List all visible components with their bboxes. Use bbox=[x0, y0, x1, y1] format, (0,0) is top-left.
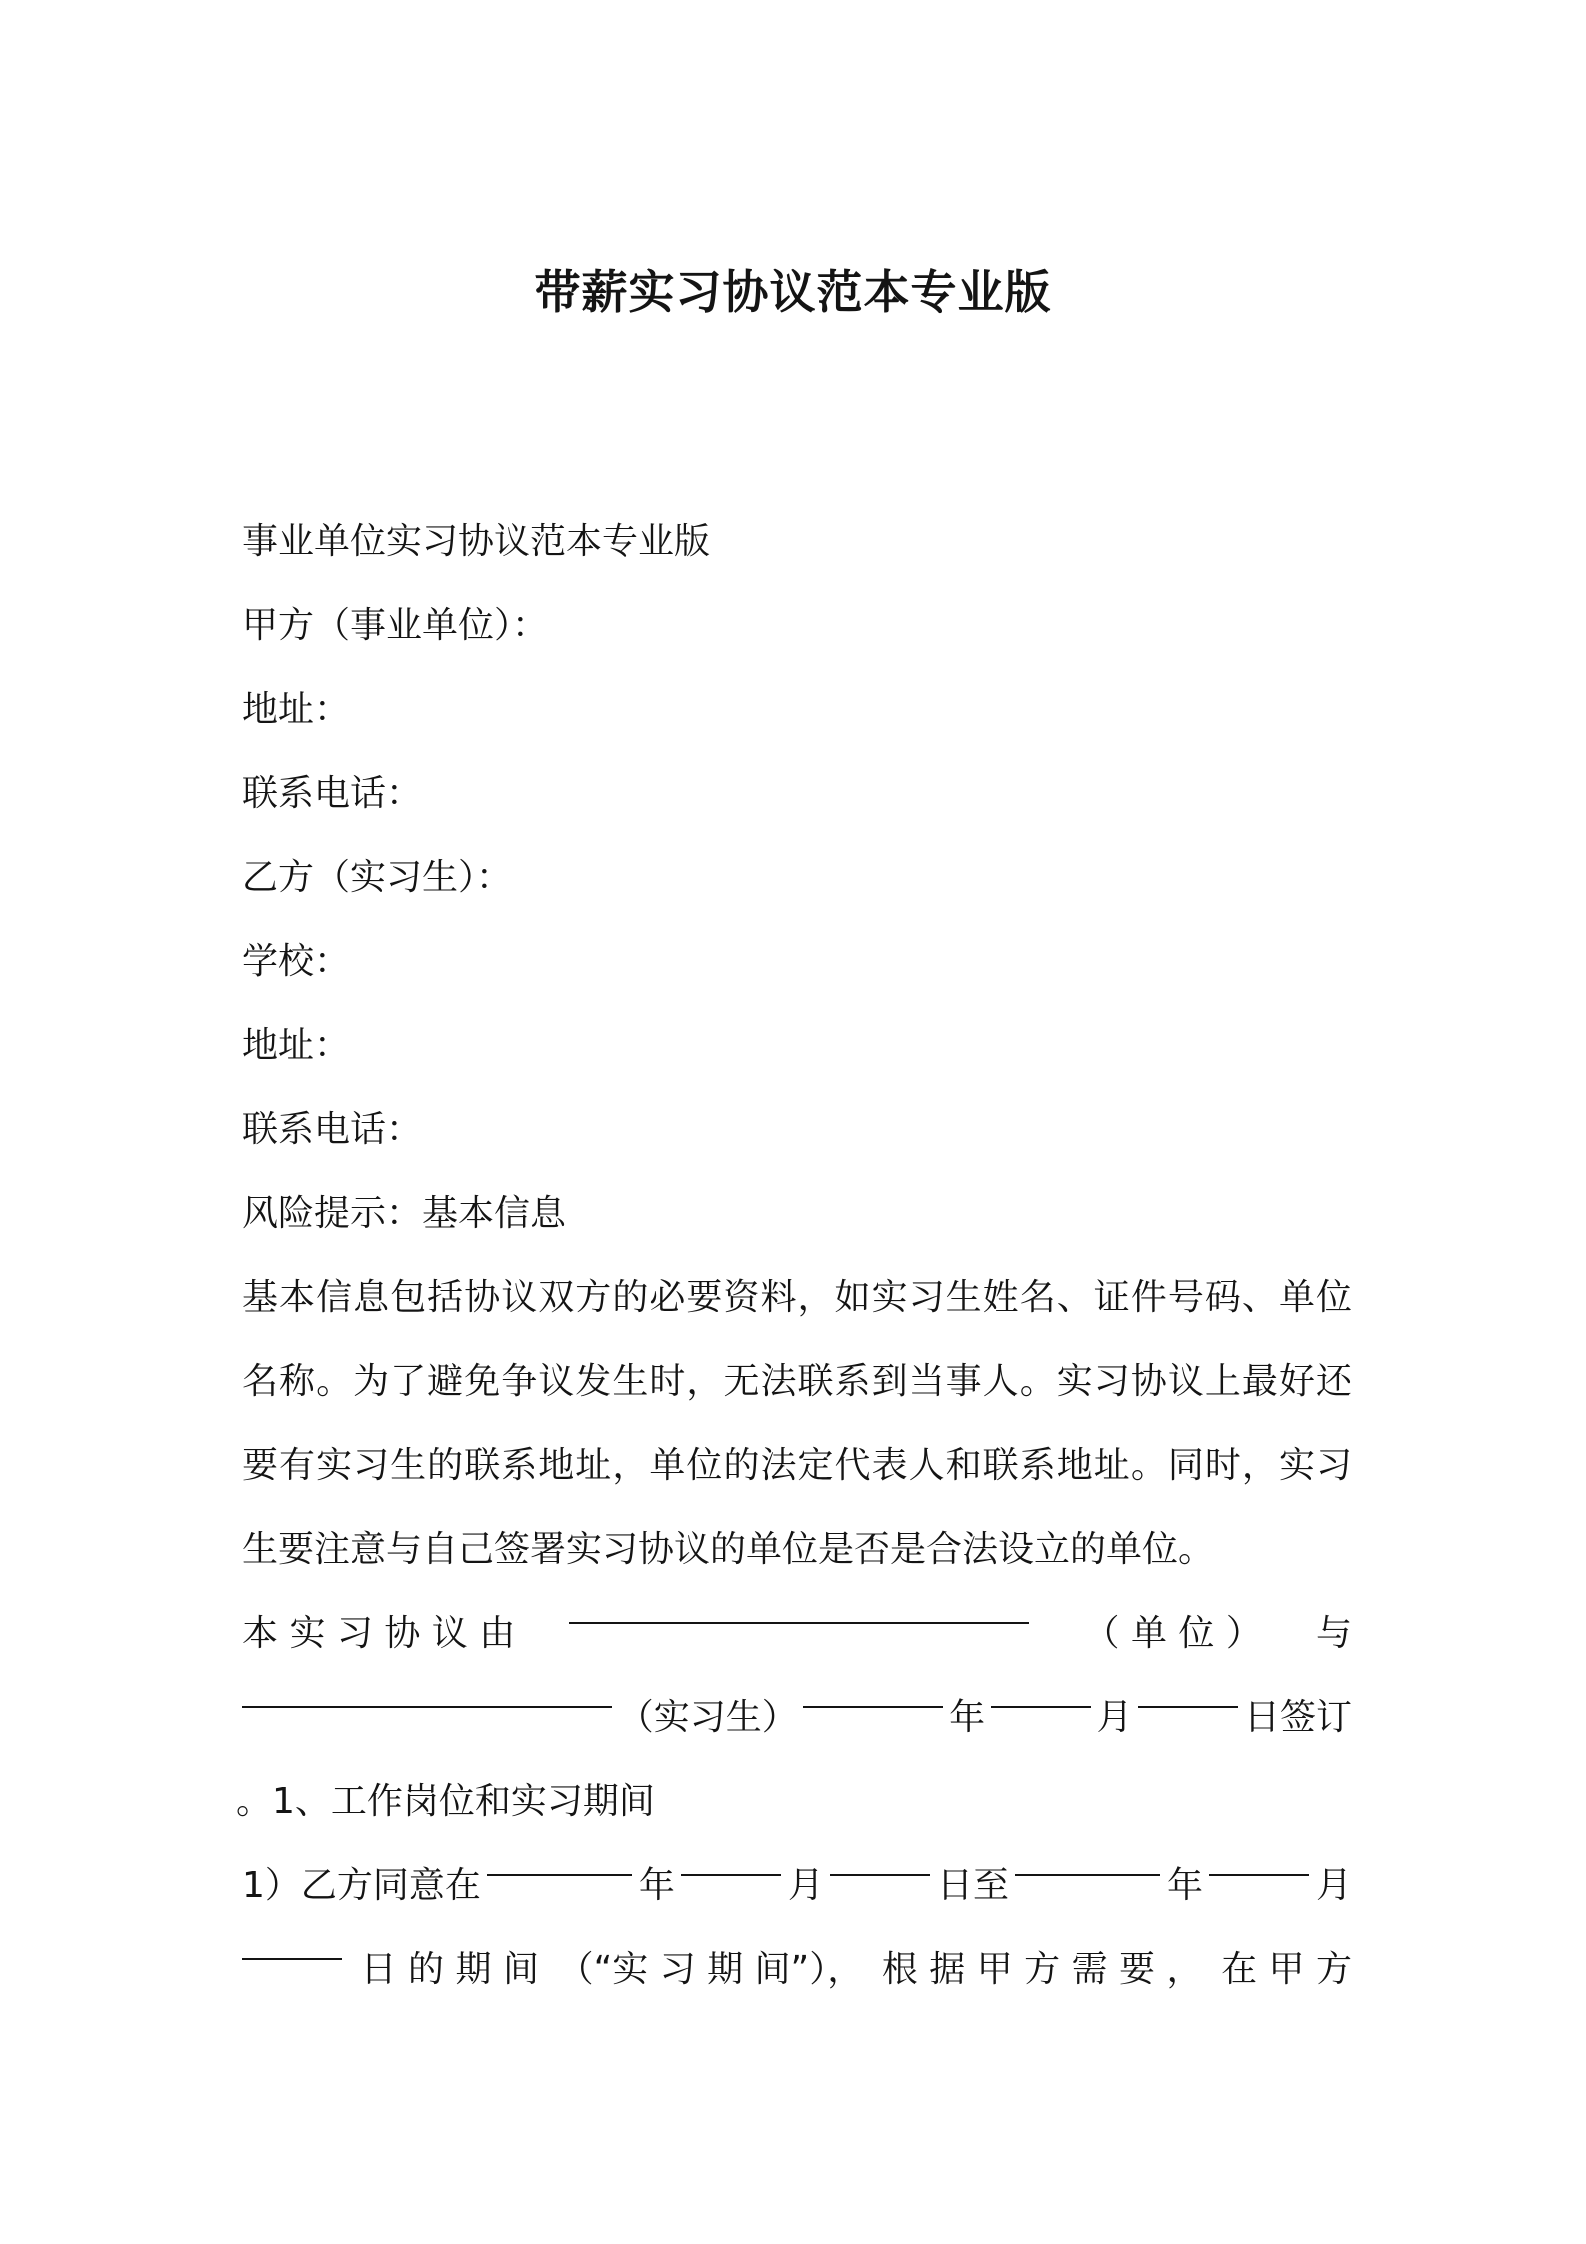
start-day-blank[interactable] bbox=[830, 1844, 930, 1876]
unit-blank[interactable] bbox=[569, 1592, 1029, 1624]
end-month-blank[interactable] bbox=[1209, 1844, 1309, 1876]
need-label: 根 据 甲 方 需 要 ， bbox=[881, 1949, 1203, 1990]
end-year-blank[interactable] bbox=[1015, 1844, 1160, 1876]
agreement-line-4 bbox=[242, 1844, 1352, 1928]
intern-blank[interactable] bbox=[242, 1676, 612, 1708]
party-a-phone-label: 联系电话： bbox=[242, 773, 423, 814]
start-day-label: 日至 bbox=[936, 1865, 1009, 1906]
party-b-phone-label: 联系电话： bbox=[242, 1109, 423, 1150]
start-year-label: 年 bbox=[638, 1865, 675, 1906]
with-label: 与 bbox=[1315, 1613, 1352, 1654]
start-month-label: 月 bbox=[787, 1865, 824, 1906]
intern-label: （实习生） bbox=[617, 1697, 798, 1738]
party-a-text: 在 甲 方 bbox=[1221, 1949, 1352, 1990]
period-prefix: 1）乙方同意在 bbox=[242, 1865, 481, 1906]
end-day-label: 日 的 期 间 bbox=[360, 1949, 539, 1990]
risk-para-line: 要有实习生的联系地址，单位的法定代表人和联系地址。同时，实习 bbox=[242, 1445, 1352, 1486]
party-b-address-label: 地址： bbox=[242, 1025, 351, 1066]
unit-label: （ 单 位 ） bbox=[1083, 1613, 1262, 1654]
end-year-label: 年 bbox=[1166, 1865, 1203, 1906]
agreement-line-2 bbox=[242, 1676, 1352, 1760]
section-1-heading: 。1、工作岗位和实习期间 bbox=[236, 1781, 655, 1822]
period-definition: （“实 习 期 间”）， bbox=[557, 1949, 864, 1990]
risk-para-line: 生要注意与自己签署实习协议的单位是否是合法设立的单位。 bbox=[242, 1529, 1215, 1570]
document-body bbox=[236, 500, 1352, 2012]
section-heading: 事业单位实习协议范本专业版 bbox=[242, 521, 711, 562]
agreement-prefix: 本 实 习 协 议 由 bbox=[242, 1613, 516, 1654]
agreement-line-5 bbox=[242, 1928, 1352, 2012]
risk-tip-heading: 风险提示：基本信息 bbox=[242, 1193, 567, 1234]
end-month-label: 月 bbox=[1315, 1865, 1352, 1906]
end-day-blank[interactable] bbox=[242, 1928, 342, 1960]
party-a-address-label: 地址： bbox=[242, 689, 351, 730]
agreement-line-1 bbox=[242, 1592, 1352, 1676]
sign-month-label: 月 bbox=[1096, 1697, 1133, 1738]
risk-para-line: 名称。为了避免争议发生时，无法联系到当事人。实习协议上最好还 bbox=[242, 1361, 1352, 1402]
party-b-school-label: 学校： bbox=[242, 941, 351, 982]
sign-month-blank[interactable] bbox=[991, 1676, 1091, 1708]
sign-day-blank[interactable] bbox=[1138, 1676, 1238, 1708]
start-month-blank[interactable] bbox=[681, 1844, 781, 1876]
party-a-label: 甲方（事业单位）： bbox=[242, 605, 549, 646]
start-year-blank[interactable] bbox=[487, 1844, 632, 1876]
sign-year-blank[interactable] bbox=[803, 1676, 943, 1708]
risk-para-line: 基本信息包括协议双方的必要资料，如实习生姓名、证件号码、单位 bbox=[242, 1277, 1352, 1318]
party-b-label: 乙方（实习生）： bbox=[242, 857, 513, 898]
risk-tip-paragraph bbox=[242, 1256, 1352, 1592]
sign-year-label: 年 bbox=[949, 1697, 986, 1738]
document-title: 带薪实习协议范本专业版 bbox=[534, 265, 1052, 319]
sign-day-label: 日签订 bbox=[1243, 1697, 1352, 1738]
